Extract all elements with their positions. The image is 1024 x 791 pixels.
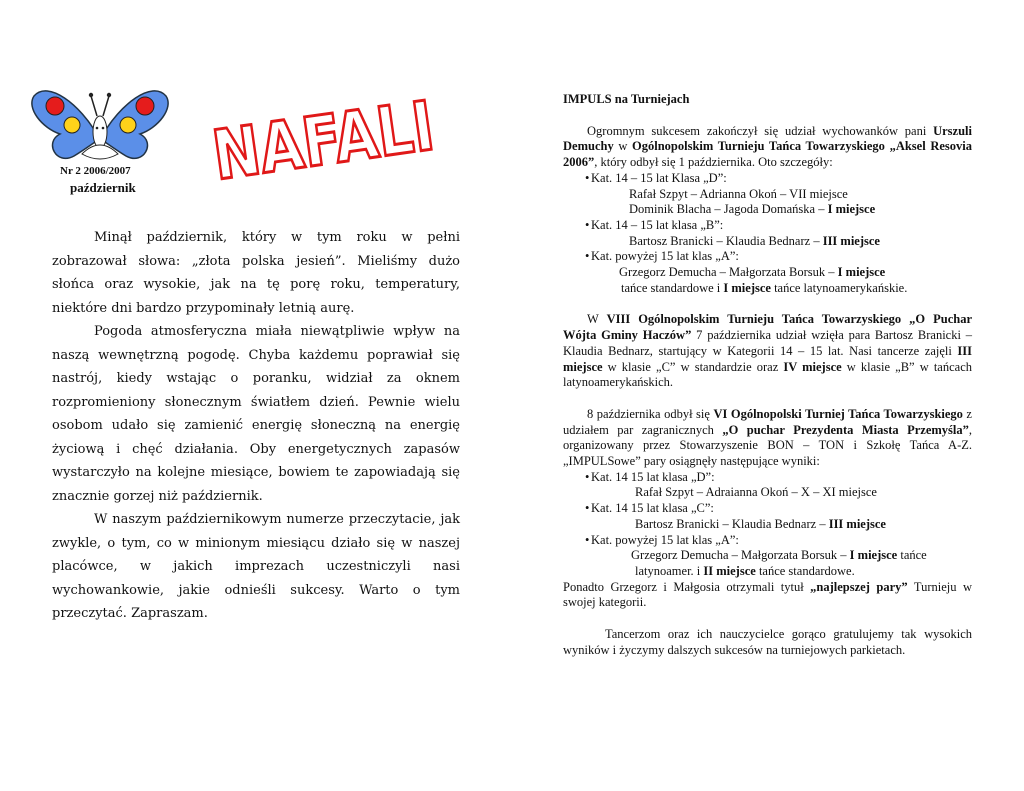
newsletter-title [208, 80, 486, 197]
result-line: tańce standardowe i I miejsce tańce latynoamerykańskie. [621, 280, 908, 295]
result-line: Rafał Szpyt – Adrianna Okoń – VII miejsce [629, 186, 848, 201]
article-paragraph: Ponadto Grzegorz i Małgosia otrzymali tytuł „najlepszej pary” Turnieju w swojej kategorii. [563, 579, 972, 610]
list-item: • Kat. powyżej 15 lat klas „A”: [563, 533, 972, 549]
article-paragraph: W VIII Ogólnopolskim Turnieju Tańca Towarzyskiego „O Puchar Wójta Gminy Haczów” 7 października udział wzięła para Bartosz Branicki – Klaudia Bednarz, startujący w Kategorii 14 – 15 lat. Nasi tancerze zajęli III miejsce w klasie „C” w standardzie oraz IV miejsce w klasie „B” w tańcach latynoamerykańskich. [563, 312, 972, 390]
issue-number: Nr 2 2006/2007 [60, 165, 131, 177]
issue-month: październik [70, 180, 136, 195]
result-line: Bartosz Branicki – Klaudia Bednarz – III miejsce [629, 233, 880, 248]
closing-paragraph: Tancerzom oraz ich nauczycielce gorąco gratulujemy tak wysokich wyników i życzymy dalszych sukcesów na turniejowych parkietach. [563, 627, 972, 657]
article-paragraph: 8 października odbył się VI Ogólnopolski Turniej Tańca Towarzyskiego z udziałem par zagranicznych „O puchar Prezydenta Miasta Przemyśla”, organizowany przez Stowarzyszenie BON – TON i Szkołę Tańca A-Z. „IMPULSowe” pary osiągnęły następujące wyniki: [563, 406, 972, 469]
intro-paragraph: W naszym październikowym numerze przeczytacie, jak zwykle, o tym, co w minionym miesiącu działo się w naszej placówce, w jakich imprezach uczestniczyli nasi wychowankowie, jakie odnieśli sukcesy. Warto o tym przeczytać. Zapraszam. [52, 512, 460, 621]
intro-paragraph: Pogoda atmosferyczna miała niewątpliwie wpływ na naszą wewnętrzną pogodę. Chyba każdemu poprawiał się nastrój, kiedy wstając o poranku, widział za oknem rozpromieniony słonecznym światłem dzień. Pewnie wielu osobom udało się zamienić energię słoneczną na energię życiową i chęć działania. Oby energetycznych zapasów wystarczyło na kolejne miesiące, bowiem te zapowiadają się znacznie gorzej niż październik. [52, 324, 460, 504]
intro-paragraph: Minął październik, który w tym roku w pełni zobrazował słowa: „złota polska jesień”. Mieliśmy dużo słońca oraz wysokie, jak na tę porę roku, temperatury, niektóre dni bardzo przypominały letnią aurę. [52, 230, 460, 316]
result-line: Grzegorz Demucha – Małgorzata Borsuk – I miejsce [619, 265, 886, 280]
result-line: Grzegorz Demucha – Małgorzata Borsuk – I miejsce tańce [631, 548, 927, 563]
result-line: latynoamer. i II miejsce tańce standardowe. [635, 563, 855, 578]
article-column [563, 92, 972, 659]
list-item: • Kat. 14 15 lat klasa „D”: [563, 470, 972, 486]
article-heading: IMPULS na Turniejach [563, 92, 690, 106]
article-paragraph: Ogromnym sukcesem zakończył się udział wychowanków pani Urszuli Demuchy w Ogólnopolskim Turnieju Tańca Towarzyskiego „Aksel Resovia 2006”, który odbył się 1 października. Oto szczegóły: [563, 123, 972, 170]
list-item: • Kat. 14 15 lat klasa „C”: [563, 501, 972, 517]
result-line: Dominik Blacha – Jagoda Domańska – I miejsce [629, 202, 876, 217]
intro-text [52, 226, 460, 626]
list-item: • Kat. powyżej 15 lat klas „A”: [563, 249, 972, 265]
result-line: Bartosz Branicki – Klaudia Bednarz – III miejsce [635, 516, 886, 531]
list-item: • Kat. 14 – 15 lat Klasa „D”: [563, 171, 972, 187]
list-item: • Kat. 14 – 15 lat klasa „B”: [563, 218, 972, 234]
title-text: NAFALI [208, 80, 486, 197]
result-line: Rafał Szpyt – Adraianna Okoń – X – XI miejsce [635, 485, 877, 500]
